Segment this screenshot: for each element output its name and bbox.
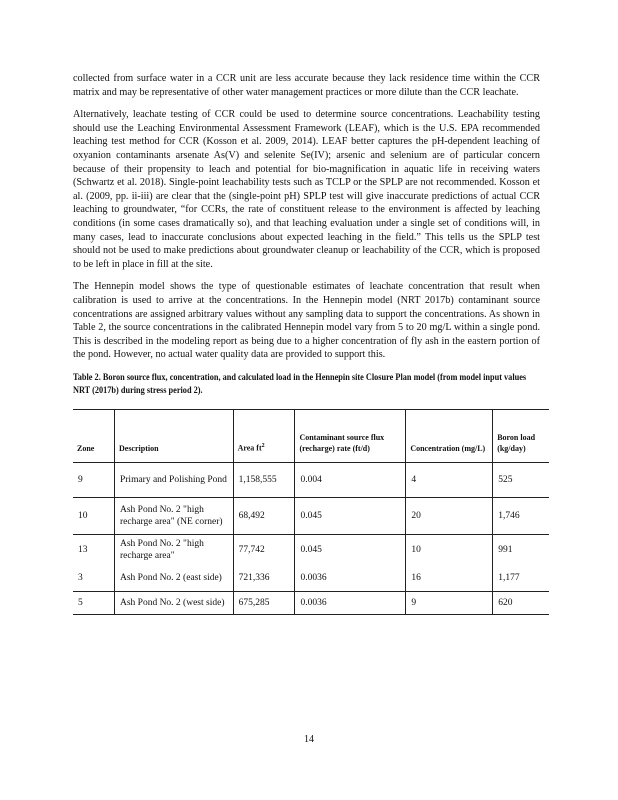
table-caption: Table 2. Boron source flux, concentration, and calculated load in the Hennepin site Closure Plan model (from model input values NRT (2017b) during stress period 2). [73, 371, 527, 395]
cell-flux: 0.004 [295, 462, 406, 497]
table-row [73, 534, 549, 565]
header-area-label: Area ft [237, 443, 262, 453]
header-area-sup: 2 [261, 443, 265, 450]
cell-concentration: 4 [406, 462, 493, 497]
cell-description: Ash Pond No. 2 "high recharge area" [114, 534, 233, 565]
cell-boron: 991 [493, 534, 549, 565]
header-zone: Zone [73, 409, 114, 462]
cell-zone: 5 [73, 591, 114, 614]
cell-description: Ash Pond No. 2 (west side) [114, 591, 233, 614]
cell-boron: 620 [493, 591, 549, 614]
cell-area: 68,492 [233, 497, 295, 534]
header-boron: Boron load (kg/day) [493, 409, 549, 462]
table-row [73, 497, 549, 534]
cell-area: 77,742 [233, 534, 295, 565]
cell-zone: 9 [73, 462, 114, 497]
cell-area: 675,285 [233, 591, 295, 614]
cell-area: 721,336 [233, 565, 295, 592]
cell-description: Ash Pond No. 2 "high recharge area" (NE corner) [114, 497, 233, 534]
cell-concentration: 9 [406, 591, 493, 614]
cell-zone: 3 [73, 565, 114, 592]
cell-zone: 13 [73, 534, 114, 565]
cell-concentration: 10 [406, 534, 493, 565]
cell-flux: 0.0036 [295, 565, 406, 592]
header-description: Description [114, 409, 233, 462]
table-row [73, 565, 549, 592]
cell-boron: 1,177 [498, 572, 520, 583]
header-concentration: Concentration (mg/L) [406, 409, 493, 462]
cell-description: Primary and Polishing Pond [114, 462, 233, 497]
header-area [233, 409, 295, 462]
cell-zone: 10 [73, 497, 114, 534]
cell-flux: 0.0036 [295, 591, 406, 614]
paragraph-1: collected from surface water in a CCR unit are less accurate because they lack residence time within the CCR matrix and may be representative of other water management practices or more dilute than the CCR leachate. [73, 73, 540, 98]
cell-description: Ash Pond No. 2 (east side) [114, 565, 233, 592]
paragraph-2: Alternatively, leachate testing of CCR could be used to determine source concentrations. Leachability testing should use the Leaching Environmental Assessment Framework (LEAF), which is the U.S. EPA recommended leaching test method for CCR (Kosson et al. 2009, 2014). LEAF better captures the pH-dependent leaching of oxyanion contaminants arsenate As(V) and selenite Se(IV); arsenic and selenium are of particular concern because of their propensity to leach and potential for bio-magnification in aquatic life in receiving waters (Schwartz et al. 2018). Single-point leachability tests such as TCLP or the SPLP are not recommended. Kosson et al. (2009, pp. ii-iii) are clear that the (single-point pH) SPLP test will give inaccurate predictions of actual CCR leaching to groundwater, “for CCRs, the rate of constituent release to the environment is affected by leaching conditions (in some cases dramatically so), and that leaching evaluation under a single set of conditions will, in many cases, lead to inaccurate conclusions about expected leaching in the field.” This tells us the SPLP test should not be used to make predictions about groundwater cleanup or leachability of the CCR, which is proposed to be left in place in fill at the site. [73, 109, 540, 270]
cell-concentration: 20 [406, 497, 493, 534]
table-header-row [73, 409, 549, 462]
page-number: 14 [304, 734, 314, 745]
header-flux: Contaminant source flux (recharge) rate (ft/d) [295, 409, 406, 462]
cell-area: 1,158,555 [233, 462, 295, 497]
cell-flux: 0.045 [295, 534, 406, 565]
table-row [73, 591, 549, 614]
paragraph-3: The Hennepin model shows the type of questionable estimates of leachate concentration that result when calibration is used to arrive at the concentrations. In the Hennepin model (NRT 2017b) contaminant source concentrations are assigned arbitrary values without any sampling data to support the concentrations. As shown in Table 2, the source concentrations in the calibrated Hennepin model vary from 5 to 20 mg/L within a single pond. This is described in the modeling report as being due to a higher concentration of fly ash in the eastern portion of the pond. However, no actual water quality data are provided to support this. [73, 281, 540, 361]
cell-concentration: 16 [406, 565, 493, 592]
cell-flux: 0.045 [295, 497, 406, 534]
cell-boron: 1,746 [493, 497, 549, 534]
document-page [73, 72, 540, 615]
cell-boron: 525 [493, 462, 549, 497]
table-row [73, 462, 549, 497]
boron-table [73, 409, 549, 615]
